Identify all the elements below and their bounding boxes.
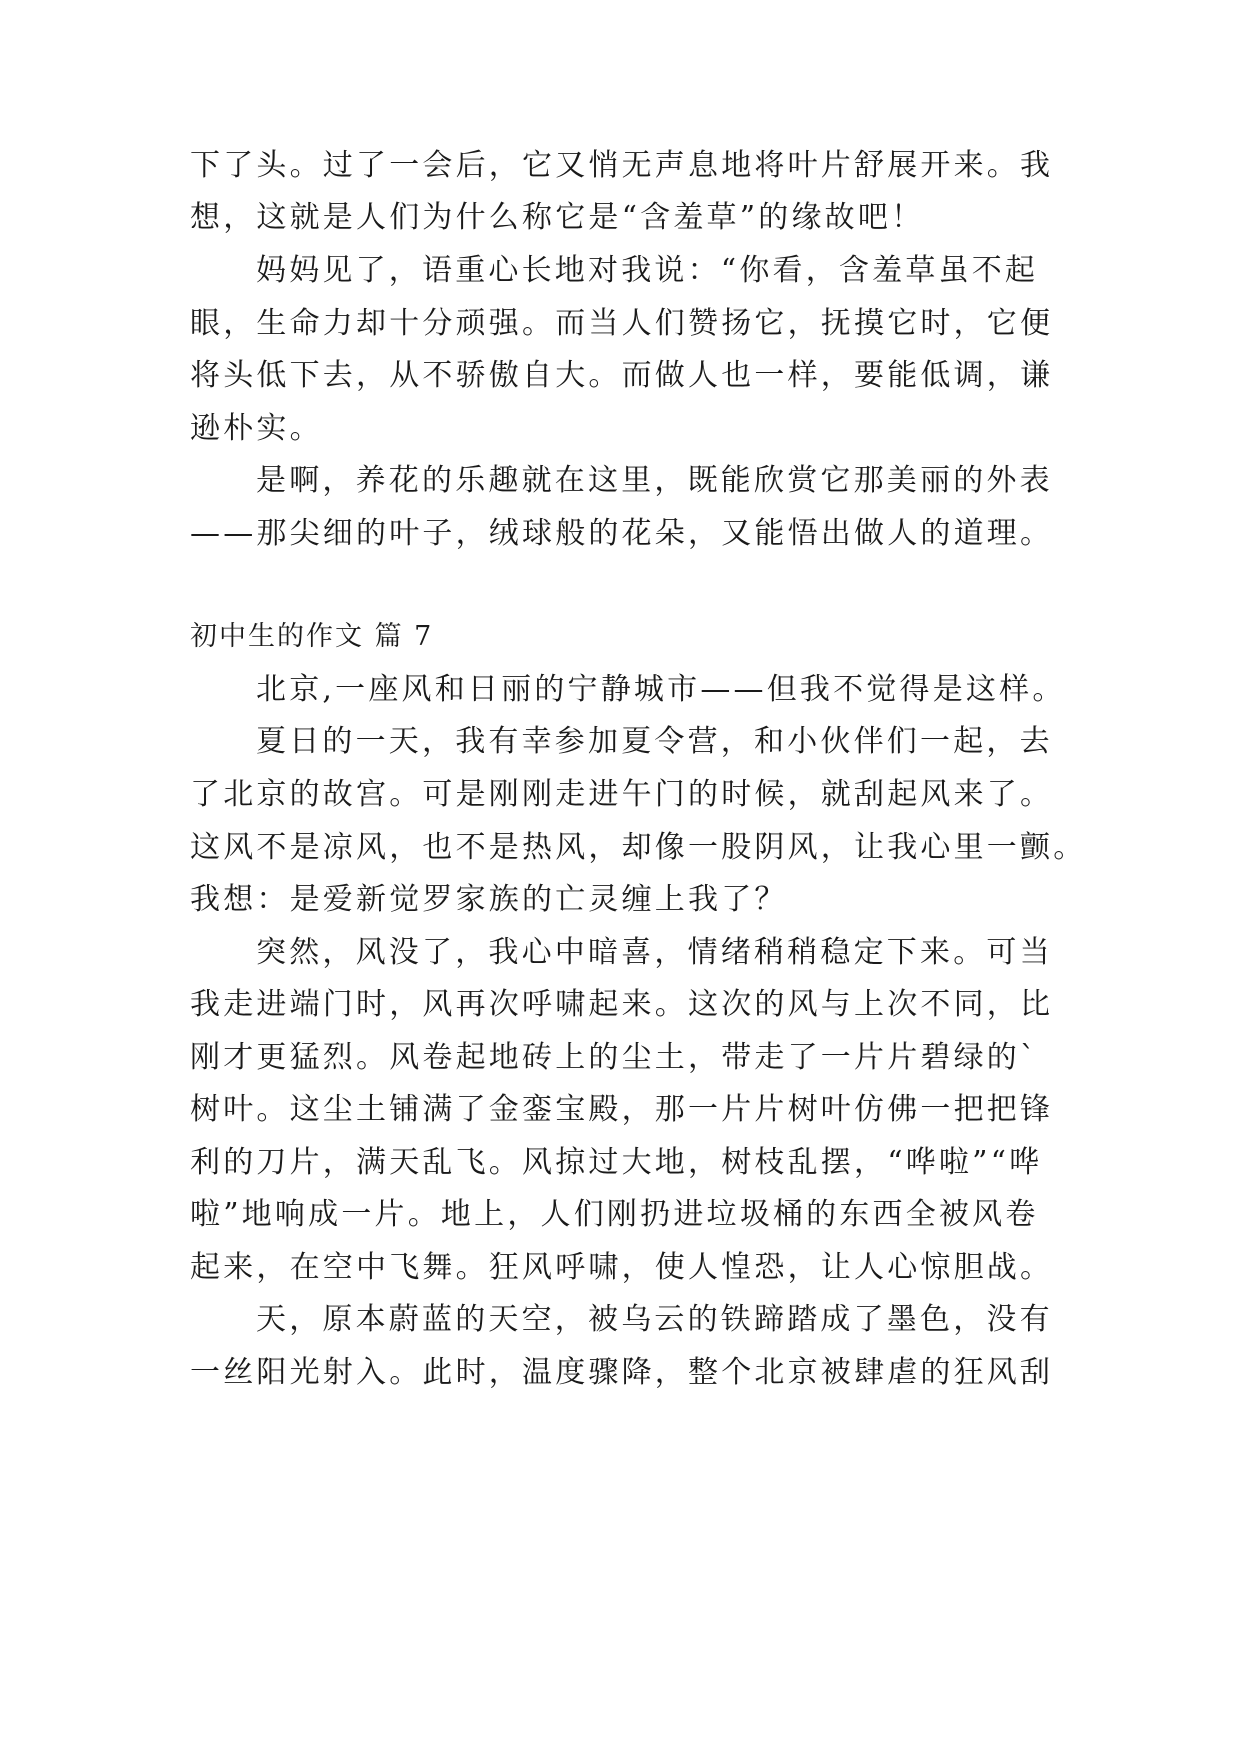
text-line-7: 是啊，养花的乐趣就在这里，既能欣赏它那美丽的外表	[256, 463, 1053, 498]
text-line-23: 一丝阳光射入。此时，温度骤降，整个北京被肆虐的狂风刮	[190, 1355, 1054, 1390]
text-line-1: 下了头。过了一会后，它又悄无声息地将叶片舒展开来。我	[190, 148, 1054, 183]
text-line-20: 啦”地响成一片。地上，人们刚扔进垃圾桶的东西全被风卷	[190, 1197, 1039, 1232]
text-line-18: 树叶。这尘土铺满了金銮宝殿，那一片片树叶仿佛一把把锋	[190, 1092, 1054, 1127]
text-line-4: 眼，生命力却十分顽强。而当人们赞扬它，抚摸它时，它便	[190, 306, 1054, 341]
text-line-19: 利的刀片，满天乱飞。风掠过大地，树枝乱摆，“哗啦”“哗	[190, 1145, 1043, 1180]
text-line-17: 刚才更猛烈。风卷起地砖上的尘土，带走了一片片碧绿的`	[190, 1040, 1039, 1075]
text-line-15: 突然，风没了，我心中暗喜，情绪稍稍稳定下来。可当	[256, 935, 1053, 970]
text-line-12: 了北京的故宫。可是刚刚走进午门的时候，就刮起风来了。	[190, 777, 1054, 812]
text-line-6: 逊朴实。	[190, 411, 323, 446]
text-line-2: 想，这就是人们为什么称它是“含羞草”的缘故吧！	[190, 200, 925, 235]
text-line-14: 我想：是爱新觉罗家族的亡灵缠上我了？	[190, 882, 788, 917]
text-line-21: 起来，在空中飞舞。狂风呼啸，使人惶恐，让人心惊胆战。	[190, 1250, 1054, 1285]
text-line-13: 这风不是凉风，也不是热风，却像一股阴风，让我心里一颤。	[190, 830, 1087, 865]
section-heading: 初中生的作文 篇 7	[190, 621, 434, 652]
text-line-8: ——那尖细的叶子，绒球般的花朵，又能悟出做人的道理。	[190, 516, 1054, 551]
text-line-3: 妈妈见了，语重心长地对我说：“你看，含羞草虽不起	[256, 253, 1039, 288]
text-line-11: 夏日的一天，我有幸参加夏令营，和小伙伴们一起，去	[256, 724, 1053, 759]
text-line-10: 北京,一座风和日丽的宁静城市——但我不觉得是这样。	[256, 672, 1066, 707]
text-line-5: 将头低下去，从不骄傲自大。而做人也一样，要能低调，谦	[190, 358, 1054, 393]
text-line-22: 天，原本蔚蓝的天空，被乌云的铁蹄踏成了墨色，没有	[256, 1302, 1053, 1337]
text-line-16: 我走进端门时，风再次呼啸起来。这次的风与上次不同，比	[190, 987, 1054, 1022]
